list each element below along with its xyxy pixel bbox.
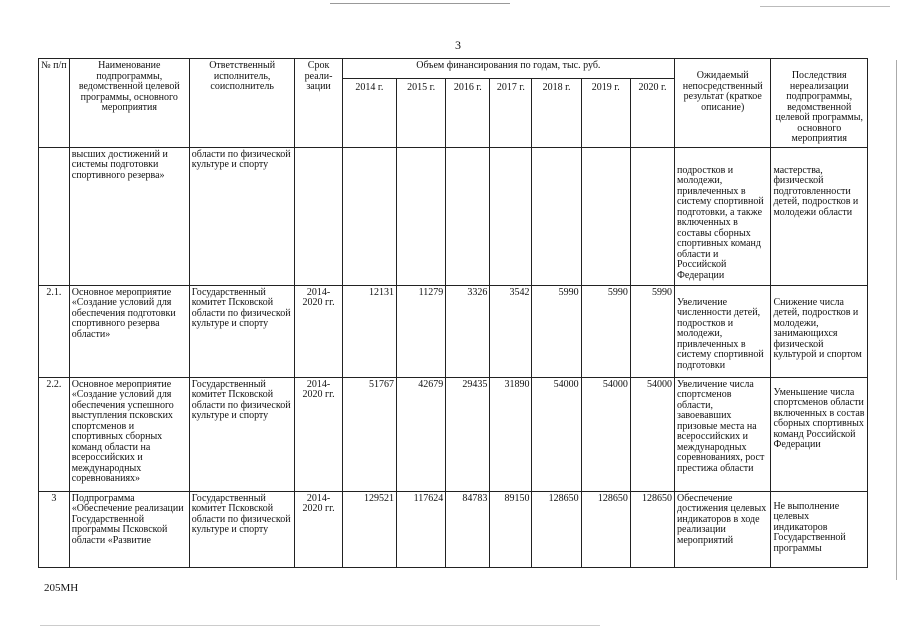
row-value: 5990 (630, 285, 674, 377)
table-row (39, 377, 868, 491)
scan-edge-bottom (40, 625, 600, 626)
scan-edge-right (896, 60, 897, 580)
header-num: № п/п (39, 59, 70, 148)
header-year: 2017 г. (490, 78, 532, 147)
header-term: Срок реали-зации (295, 59, 342, 148)
scan-edge-top (330, 3, 510, 4)
row-num: 2.2. (39, 377, 70, 491)
row-consequences: мастерства, физической подготовленности детей, подростков и молодежи области (771, 147, 868, 285)
header-year: 2016 г. (446, 78, 490, 147)
row-result: подростков и молодежи, привлеченных в систему спортивной подготовки, а также включенных в составы сборных спортивных команд области и Российской Федерации (675, 147, 771, 285)
header-consequences: Последствия нереализации подпрограммы, ведомственной целевой программы, основного мероприятия (771, 59, 868, 148)
row-value: 42679 (397, 377, 446, 491)
header-responsible: Ответственный исполнитель, соисполнитель (189, 59, 295, 148)
row-responsible: Государственный комитет Псковской области по физической культуре и спорту (189, 285, 295, 377)
header-year: 2018 г. (532, 78, 581, 147)
table-row (39, 285, 868, 377)
row-value: 128650 (581, 491, 630, 567)
row-value: 117624 (397, 491, 446, 567)
row-value: 128650 (630, 491, 674, 567)
header-name: Наименование подпрограммы, ведомственной целевой программы, основного мероприятия (69, 59, 189, 148)
header-year: 2015 г. (397, 78, 446, 147)
row-value: 129521 (342, 491, 396, 567)
row-name: высших достижений и системы подготовки спортивного резерва» (69, 147, 189, 285)
scan-edge-top-right (760, 6, 890, 7)
row-value (532, 147, 581, 285)
row-name: Основное мероприятие «Создание условий для обеспечения успешного выступления псковских спортсменов и спортивных сборных команд области на всероссийских и международных соревнованиях» (69, 377, 189, 491)
row-value: 31890 (490, 377, 532, 491)
row-name: Основное мероприятие «Создание условий для обеспечения подготовки спортивного резерва области» (69, 285, 189, 377)
row-value (446, 147, 490, 285)
row-term: 2014-2020 гг. (295, 491, 342, 567)
program-table (38, 58, 868, 568)
table-row (39, 491, 868, 567)
footer-code: 205МН (44, 582, 79, 594)
row-consequences: Уменьшение числа спортсменов области включенных в состав сборных спортивных команд Российской Федерации (771, 377, 868, 491)
row-value: 128650 (532, 491, 581, 567)
header-year: 2020 г. (630, 78, 674, 147)
row-value: 54000 (532, 377, 581, 491)
row-value (630, 147, 674, 285)
row-consequences: Снижение числа детей, подростков и молодежи, занимающихся физической культурой и спортом (771, 285, 868, 377)
row-value (342, 147, 396, 285)
row-value: 54000 (581, 377, 630, 491)
row-term (295, 147, 342, 285)
row-value: 84783 (446, 491, 490, 567)
page-number: 3 (455, 38, 461, 52)
row-responsible: Государственный комитет Псковской области по физической культуре и спорту (189, 377, 295, 491)
row-name: Подпрограмма «Обеспечение реализации Государственной программы Псковской области «Развитие (69, 491, 189, 567)
row-num: 3 (39, 491, 70, 567)
row-result: Обеспечение достижения целевых индикаторов в ходе реализации мероприятий (675, 491, 771, 567)
row-num: 2.1. (39, 285, 70, 377)
header-funding: Объем финансирования по годам, тыс. руб. (342, 59, 674, 79)
row-value: 89150 (490, 491, 532, 567)
row-value: 54000 (630, 377, 674, 491)
row-value (581, 147, 630, 285)
row-term: 2014-2020 гг. (295, 377, 342, 491)
row-value: 3542 (490, 285, 532, 377)
row-value: 51767 (342, 377, 396, 491)
header-result: Ожидаемый непосредственный результат (краткое описание) (675, 59, 771, 148)
row-result: Увеличение численности детей, подростков и молодежи, привлеченных в систему спортивной подготовки (675, 285, 771, 377)
row-consequences: Не выполнение целевых индикаторов Государственной программы (771, 491, 868, 567)
table-row (39, 147, 868, 285)
row-term: 2014-2020 гг. (295, 285, 342, 377)
row-num (39, 147, 70, 285)
row-value (397, 147, 446, 285)
header-year: 2019 г. (581, 78, 630, 147)
row-value (490, 147, 532, 285)
row-value: 3326 (446, 285, 490, 377)
row-value: 29435 (446, 377, 490, 491)
row-value: 12131 (342, 285, 396, 377)
row-responsible: области по физической культуре и спорту (189, 147, 295, 285)
row-value: 11279 (397, 285, 446, 377)
row-responsible: Государственный комитет Псковской области по физической культуре и спорту (189, 491, 295, 567)
row-value: 5990 (532, 285, 581, 377)
row-result: Увеличение числа спортсменов области, завоевавших призовые места на всероссийских и международных соревнованиях, рост престижа области (675, 377, 771, 491)
table-header-row (39, 59, 868, 79)
row-value: 5990 (581, 285, 630, 377)
header-year: 2014 г. (342, 78, 396, 147)
